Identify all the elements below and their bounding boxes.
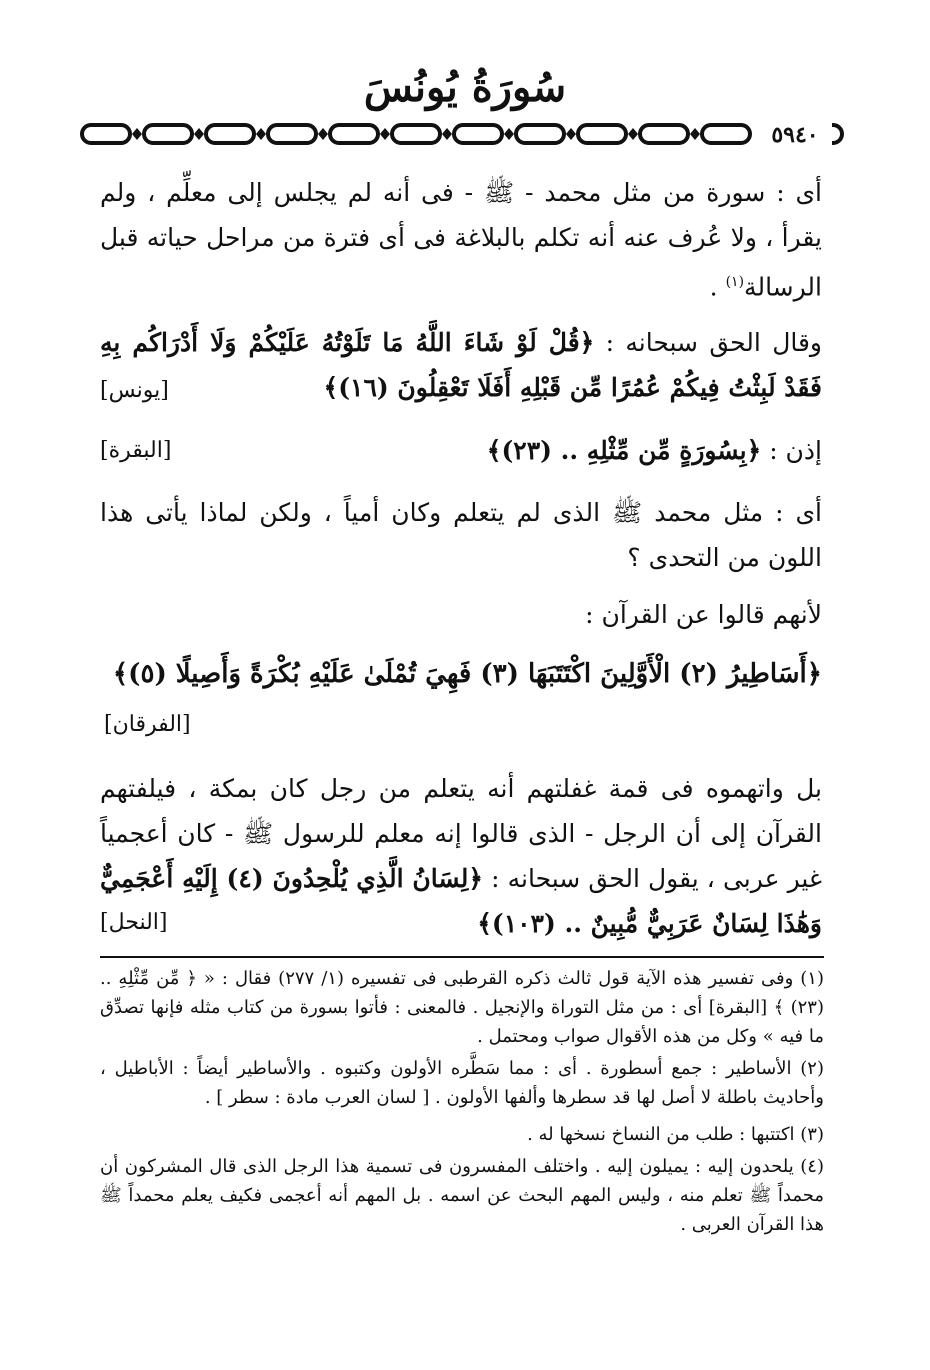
footnote-ref-1: (١): [725, 274, 745, 290]
surah-title: سُورَةُ يُونُسَ: [363, 64, 567, 111]
paragraph-2-intro: وقال الحق سبحانه :: [605, 328, 822, 357]
paragraph-4: أى : مثل محمد ﷺ الذى لم يتعلم وكان أمياً ، ولكن لماذا يأتى هذا اللون من التحدى ؟: [100, 498, 822, 572]
quran-verse-nahl: ﴿لِسَانُ الَّذِي يُلْحِدُونَ (٤) إِلَيْهِ أَعْجَمِيٌّ وَهَٰذَا لِسَانٌ عَرَبِيٌّ مُّبِينٌ .. (١٠٣)﴾: [100, 864, 822, 938]
paragraph-7: [100, 766, 822, 946]
paragraph-5: لأنهم قالوا عن القرآن :: [585, 600, 822, 629]
footnote-4: (٤) يلحدون إليه : يميلون إليه . واختلف المفسرون فى تسمية هذا الرجل الذى قال المشركون أن محمداً ﷺ تعلم منه ، وليس المهم البحث عن اسمه . بل المهم أنه أعجمى فكيف يعلم محمداً ﷺ هذا القرآن العربى .: [100, 1156, 824, 1235]
verse-source-baqara: [البقرة]: [100, 438, 172, 463]
quran-verse-yunus: ﴿قُلْ لَوْ شَاءَ اللَّهُ مَا تَلَوْتُهُ عَلَيْكُمْ وَلَا أَدْرَاكُم بِهِ فَقَدْ لَبِثْتُ فِيكُمْ عُمُرًا مِّن قَبْلِهِ أَفَلَا تَعْقِلُونَ (١٦)﴾: [100, 328, 822, 402]
paragraph-1-text: أى : سورة من مثل محمد - ﷺ - فى أنه لم يجلس إلى معلِّم ، ولم يقرأ ، ولا عُرف عنه أنه تكلم بالبلاغة فى أى فترة من مراحل حياته قبل الرسالة: [100, 178, 822, 302]
paragraph-1-end: .: [709, 272, 726, 302]
paragraph-1: [100, 170, 822, 309]
decorative-chain-rule: [78, 122, 848, 146]
footnote-2: (٢) الأساطير : جمع أسطورة . أى : مما سَطَّره الأولون وكتبوه . والأساطير أيضاً : الأباطيل ، وأحاديث باطلة لا أصل لها قد سطرها وألفها الأولون . [ لسان العرب مادة : سطر ] .: [100, 1058, 824, 1108]
footnote-3: (٣) اكتتبها : طلب من النساخ نسخها له .: [527, 1124, 824, 1145]
page-number: ٥٩٤٠: [758, 121, 832, 149]
verse-source-yunus: [يونس]: [100, 378, 169, 403]
footnote-1: (١) وفى تفسير هذه الآية قول ثالث ذكره القرطبى فى تفسيره (١/ ٢٧٧) فقال : « ﴿ مِّن مِّثْلِهِ .. (٢٣) ﴾ [البقرة] أى : من مثل التوراة والإنجيل . فالمعنى : فأتوا بسورة من كتاب مثله فإنها تصدِّق ما فيه » وكل من هذه الأقوال صواب ومحتمل .: [100, 968, 824, 1047]
verse-source-furqan: [الفرقان]: [104, 712, 191, 737]
paragraph-2: [100, 320, 822, 410]
paragraph-3-intro: إذن :: [769, 436, 822, 465]
paragraph-3: [100, 428, 822, 473]
paragraph-7-text: بل واتهموه فى قمة غفلتهم أنه يتعلم من رجل كان بمكة ، فيلفتهم القرآن إلى أن الرجل - الذى قالوا إنه معلم للرسول ﷺ - كان أعجمياً غير عربى ، يقول الحق سبحانه :: [100, 774, 823, 893]
quran-verse-baqara: ﴿بِسُورَةٍ مِّن مِّثْلِهِ .. (٢٣)﴾: [486, 436, 762, 465]
footnote-separator: [100, 956, 824, 958]
quran-verse-furqan: ﴿أَسَاطِيرُ (٢) الْأَوَّلِينَ اكْتَتَبَهَا (٣) فَهِيَ تُمْلَىٰ عَلَيْهِ بُكْرَةً وَأَصِيلًا (٥)﴾: [112, 659, 822, 689]
verse-source-nahl: [النحل]: [100, 910, 168, 935]
